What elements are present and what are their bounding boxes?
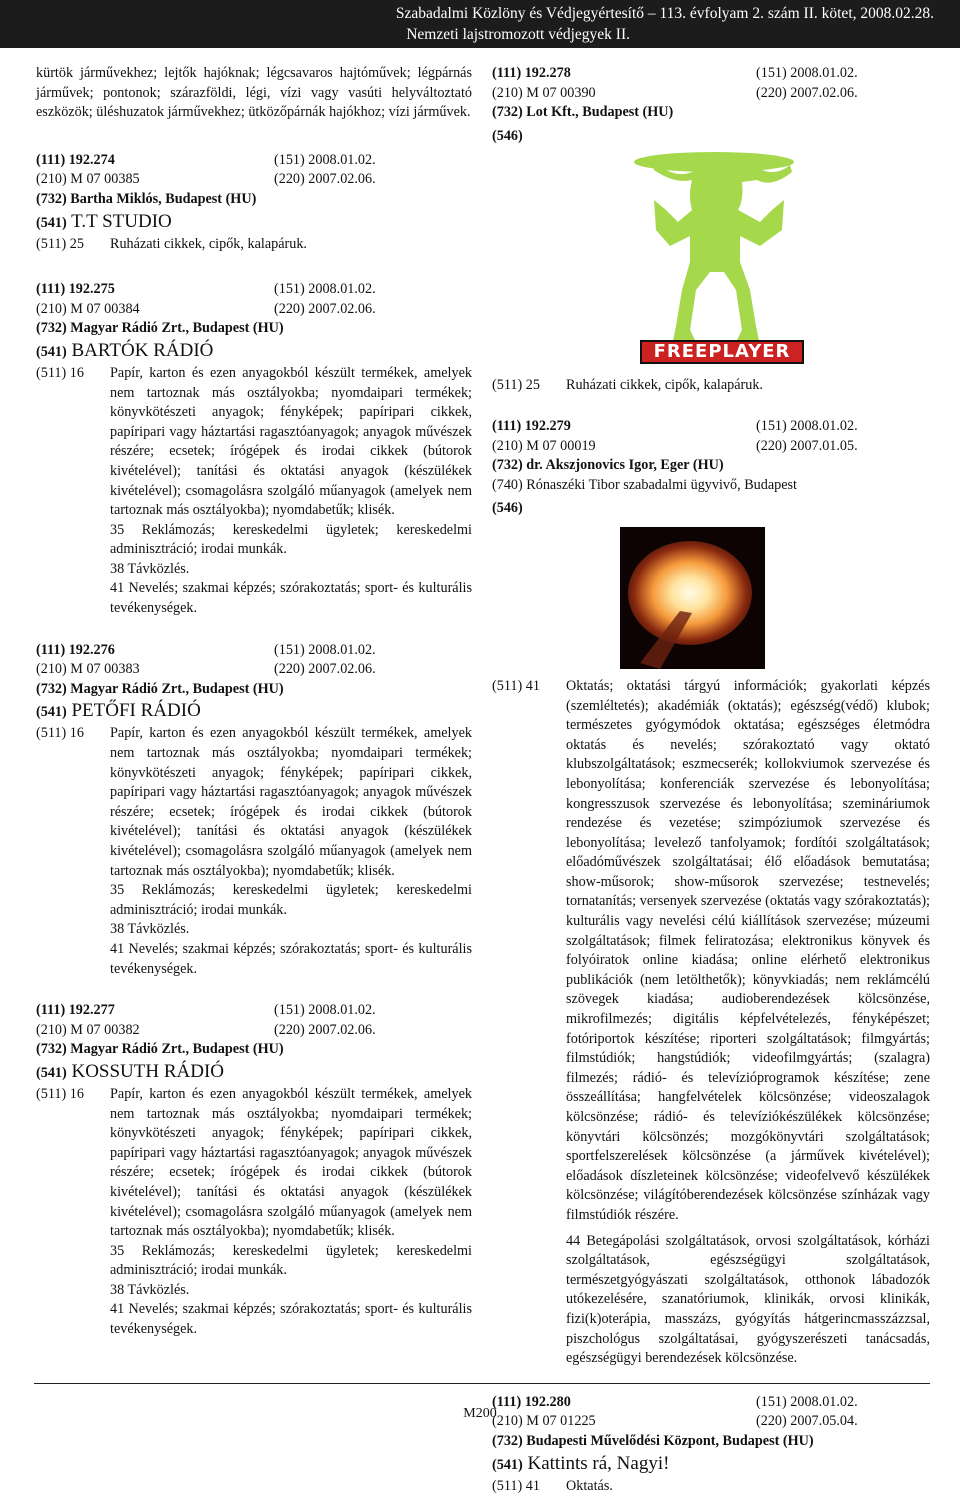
class-text: Ruházati cikkek, cipők, kalapáruk. xyxy=(566,376,930,396)
class-41-text: Oktatás; oktatási tárgyú információk; gyakorlati képzés (szemléltetés); akadémiák (oktatás); egészség(védő) klubok; természetes gyógymódok oktatása; egészséges életmódra oktatás és nevelés; szórakoztató vagy oktató klubszolgáltatások; eszmecserék; kollokviumok szervezése és lebonyolítása; konferenciák szervezése és lebonyolítása; kongresszusok szervezése és lebonyolítása; szemináriumok rendezése és vezetése; szimpóziumok szervezése és lebonyolítása; levelező tanfolyamok; fordítói szolgáltatások; előadóművészek szolgáltatásai; élő előadások bemutatása; show-műsorok; show-műsorok szervezése; testnevelés; tornatanítás; versenyek szervezése (oktatás vagy szórakoztatás); kulturális vagy nevelési célú kiállítások szervezése; múzeumi szolgáltatások; filmek feliratozása; elektronikus könyvek és folyóiratok online kiadása; online elérhető elektronikus publikációk (nem letölthetők); könyvkiadás; nem reklámcélú szövegek kiadása; audioberendezések kölcsönzése, mikrofilmezés; digitális képfelvételezés, fényképészet; fotóriportok készítése; riporteri szolgáltatások; filmgyártás; filmstúdiók; hangstúdiók; videofilmgyártás; (szalagra) filmezés; rádió- és televízióprogramok készítése; zene összeállítása; hangfelvételek kölcsönzése; videoszalagok kölcsönzése; rádió- és televíziókészülékek kölcsönzése; könyvtári kölcsönzés; mozgókönyvtári szolgáltatások; sportfelszerelések kölcsönzése (a járművek kivételével); előadások díszleteinek kölcsönzése; videofelvevő készülékek kölcsönzése; világítóberendezések kölcsönzése színházak vagy filmstúdiók részére. xyxy=(566,677,930,1226)
class-38-text: 38 Távközlés. xyxy=(36,1281,472,1301)
reg-number: (111) 192.276 xyxy=(36,641,274,661)
class-35-text: 35 Reklámozás; kereskedelmi ügyletek; kereskedelmi adminisztráció; irodai munkák. xyxy=(36,1242,472,1281)
entry-192277 xyxy=(36,1001,472,1340)
word-mark: BARTÓK RÁDIÓ xyxy=(71,340,213,361)
class-16-text: Papír, karton és ezen anyagokból készült termékek, amelyek nem tartoznak más osztályokba; nyomdaipari termékek; könyvkötészeti anyagok; fényképek; papíripari cikkek, papíripari vagy háztartási ragasztóanyagok; anyagok művészek részére; ecsetek; írógépek és irodai cikkek (bútorok kivételével); tanítási és oktatási anyagok (készülékek kivételével); csomagolásra szolgáló műanyagok (amelyek nem tartoznak más osztályokba); nyomdabetűk; klisék. xyxy=(110,724,472,881)
class-number: (511) 25 xyxy=(492,376,566,396)
entry-192275 xyxy=(36,280,472,619)
reg-number: (111) 192.280 xyxy=(492,1393,756,1413)
class-16-text: Papír, karton és ezen anyagokból készült termékek, amelyek nem tartoznak más osztályokba; nyomdaipari termékek; könyvkötészeti anyagok; fényképek; papíripari cikkek, papíripari vagy háztartási ragasztóanyagok; anyagok művészek részére; ecsetek; írógépek és irodai cikkek (bútorok kivételével); tanítási és oktatási anyagok (készülékek kivételével); csomagolásra szolgáló műanyagok (amelyek nem tartoznak más osztályokba); nyomdabetűk; klisék. xyxy=(110,1085,472,1242)
page-number: M200 xyxy=(0,1406,960,1422)
class-41-text: 41 Nevelés; szakmai képzés; szórakoztatás; sport- és kulturális tevékenységek. xyxy=(36,579,472,618)
owner: (732) Budapesti Művelődési Központ, Budapest (HU) xyxy=(492,1432,930,1452)
reg-date: (151) 2008.01.02. xyxy=(274,1001,376,1021)
continued-text: kürtök járművekhez; lejtők hajóknak; légcsavaros hajtóművek; légpárnás járművek; pontonok; szárazföldi, légi, vízi vagy vasúti helyváltoztató eszközök; üléshuzatok járművekhez; ütközőpárnák hajókhoz; vízi járművek. xyxy=(36,64,472,123)
app-number: (210) M 07 00019 xyxy=(492,437,756,457)
class-number: (511) 16 xyxy=(36,1085,110,1242)
footer-divider xyxy=(34,1383,930,1384)
app-number: (210) M 07 01225 xyxy=(492,1412,756,1432)
reg-date: (151) 2008.01.02. xyxy=(274,280,376,300)
word-mark-row xyxy=(36,699,472,724)
flame-image xyxy=(620,527,765,669)
app-date: (220) 2007.02.06. xyxy=(756,84,858,104)
class-number: (511) 25 xyxy=(36,235,110,255)
class-44-text: 44 Betegápolási szolgáltatások, orvosi szolgáltatások, kórházi szolgáltatások, egészségügyi szolgáltatások, természetgyógyászati szolgáltatások, otthonok lábadozók utókezelésére, szanatóriumok, klinikák, orvosi klinikák, fizi(k)oterápia, masszázs, gyógyítás hátgerincmasszázzsal, piszchológus szolgáltatásai, gyógyszerészeti tanácsadás, egészségügyi berendezések kölcsönzése. xyxy=(492,1232,930,1369)
reg-date: (151) 2008.01.02. xyxy=(756,1393,858,1413)
word-mark: PETŐFI RÁDIÓ xyxy=(71,700,200,721)
mark-label: (541) xyxy=(36,1065,67,1081)
app-date: (220) 2007.01.05. xyxy=(756,437,858,457)
class-41-text: 41 Nevelés; szakmai képzés; szórakoztatás; sport- és kulturális tevékenységek. xyxy=(36,1300,472,1339)
class-number: (511) 16 xyxy=(36,364,110,521)
mark-label: (541) xyxy=(36,704,67,720)
reg-number: (111) 192.279 xyxy=(492,417,756,437)
right-column xyxy=(492,64,930,1496)
page-header xyxy=(0,0,960,48)
app-number: (210) M 07 00390 xyxy=(492,84,756,104)
word-mark: KOSSUTH RÁDIÓ xyxy=(71,1061,224,1082)
class-number: (511) 41 xyxy=(492,677,566,1226)
entry-192278 xyxy=(492,64,930,396)
mark-label: (541) xyxy=(36,344,67,360)
word-mark-row xyxy=(36,339,472,364)
representative: (740) Rónaszéki Tibor szabadalmi ügyvivő, Budapest xyxy=(492,476,930,496)
app-number: (210) M 07 00385 xyxy=(36,170,274,190)
figure-label: (546) xyxy=(492,127,930,147)
owner: (732) Magyar Rádió Zrt., Budapest (HU) xyxy=(36,680,472,700)
flame-icon xyxy=(620,527,765,669)
app-number: (210) M 07 00384 xyxy=(36,300,274,320)
word-mark: T.T STUDIO xyxy=(71,211,172,232)
class-16-text: Papír, karton és ezen anyagokból készült termékek, amelyek nem tartoznak más osztályokba; nyomdaipari termékek; könyvkötészeti anyagok; fényképek; papíripari cikkek, papíripari vagy háztartási ragasztóanyagok; anyagok művészek részére; ecsetek; írógépek és irodai cikkek (bútorok kivételével); tanítási és oktatási anyagok (készülékek kivételével); csomagolásra szolgáló műanyagok (amelyek nem tartoznak más osztályokba); nyomdabetűk; klisék. xyxy=(110,364,472,521)
app-date: (220) 2007.02.06. xyxy=(274,1021,376,1041)
class-text: Oktatás. xyxy=(566,1477,930,1496)
section-title: Nemzeti lajstromozott védjegyek II. xyxy=(406,26,630,44)
owner: (732) Lot Kft., Budapest (HU) xyxy=(492,103,930,123)
reg-number: (111) 192.278 xyxy=(492,64,756,84)
app-number: (210) M 07 00383 xyxy=(36,660,274,680)
word-mark-row xyxy=(36,1060,472,1085)
owner: (732) Magyar Rádió Zrt., Budapest (HU) xyxy=(36,319,472,339)
freeplayer-logo xyxy=(632,150,812,360)
reg-number: (111) 192.274 xyxy=(36,151,274,171)
word-mark-row xyxy=(36,210,472,235)
entry-192276 xyxy=(36,641,472,980)
class-number: (511) 16 xyxy=(36,724,110,881)
figure-label: (546) xyxy=(492,499,930,519)
logo-wordmark: FREEPLAYER xyxy=(640,340,804,364)
owner: (732) Bartha Miklós, Budapest (HU) xyxy=(36,190,472,210)
reg-number: (111) 192.275 xyxy=(36,280,274,300)
app-date: (220) 2007.05.04. xyxy=(756,1412,858,1432)
reg-date: (151) 2008.01.02. xyxy=(756,417,858,437)
app-date: (220) 2007.02.06. xyxy=(274,300,376,320)
reg-number: (111) 192.277 xyxy=(36,1001,274,1021)
class-38-text: 38 Távközlés. xyxy=(36,920,472,940)
app-number: (210) M 07 00382 xyxy=(36,1021,274,1041)
app-date: (220) 2007.02.06. xyxy=(274,170,376,190)
class-35-text: 35 Reklámozás; kereskedelmi ügyletek; kereskedelmi adminisztráció; irodai munkák. xyxy=(36,521,472,560)
figure-icon xyxy=(632,150,812,360)
word-mark-row xyxy=(492,1452,930,1477)
owner: (732) Magyar Rádió Zrt., Budapest (HU) xyxy=(36,1040,472,1060)
mark-label: (541) xyxy=(492,1457,523,1473)
owner: (732) dr. Akszjonovics Igor, Eger (HU) xyxy=(492,456,930,476)
reg-date: (151) 2008.01.02. xyxy=(756,64,858,84)
reg-date: (151) 2008.01.02. xyxy=(274,151,376,171)
class-number: (511) 41 xyxy=(492,1477,566,1496)
word-mark: Kattints rá, Nagyi! xyxy=(527,1453,669,1474)
entry-192279 xyxy=(492,417,930,1369)
left-column xyxy=(36,64,472,1340)
class-38-text: 38 Távközlés. xyxy=(36,560,472,580)
app-date: (220) 2007.02.06. xyxy=(274,660,376,680)
entry-192274 xyxy=(36,151,472,254)
mark-label: (541) xyxy=(36,215,67,231)
reg-date: (151) 2008.01.02. xyxy=(274,641,376,661)
journal-title: Szabadalmi Közlöny és Védjegyértesítő – 113. évfolyam 2. szám II. kötet, 2008.02.28. xyxy=(396,5,934,23)
class-41-text: 41 Nevelés; szakmai képzés; szórakoztatás; sport- és kulturális tevékenységek. xyxy=(36,940,472,979)
class-35-text: 35 Reklámozás; kereskedelmi ügyletek; kereskedelmi adminisztráció; irodai munkák. xyxy=(36,881,472,920)
class-text: Ruházati cikkek, cipők, kalapáruk. xyxy=(110,235,472,255)
